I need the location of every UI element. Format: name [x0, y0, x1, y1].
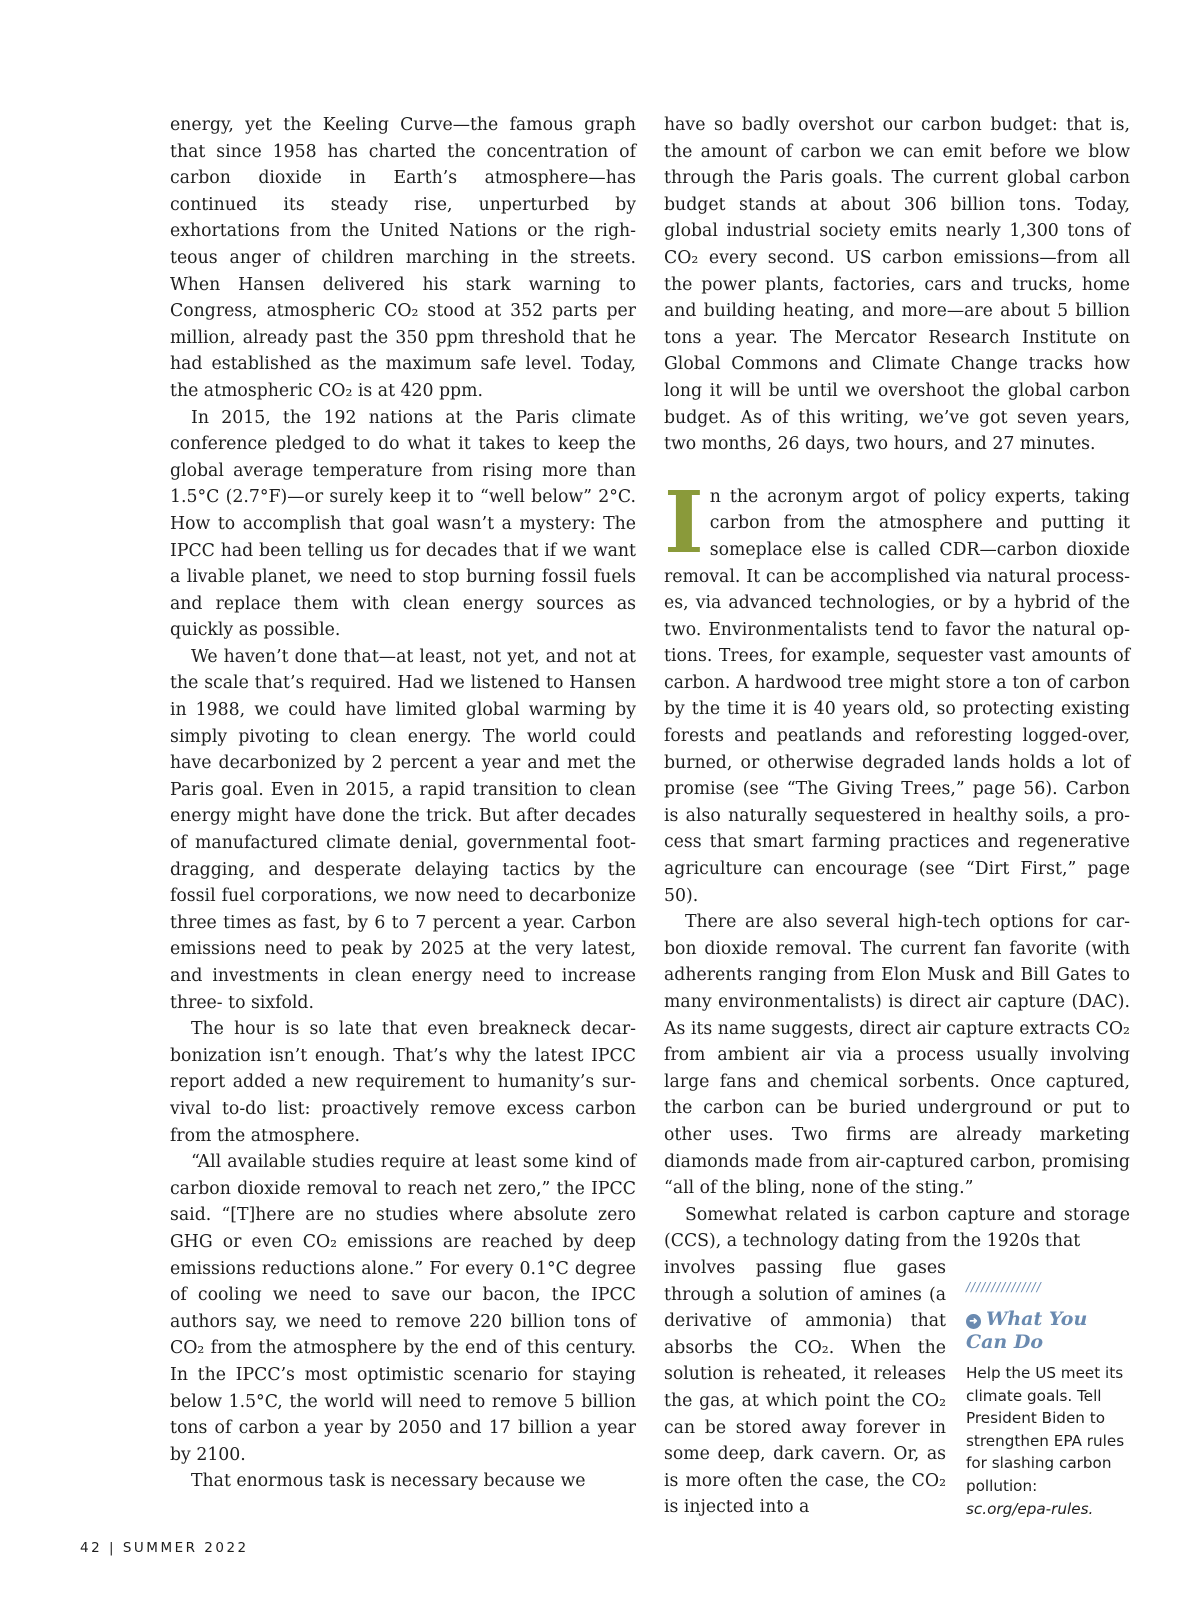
sidebar-title-text: What You Can Do: [966, 1308, 1088, 1353]
sidebar-body: [966, 1362, 1126, 1520]
body-paragraph: energy, yet the Keeling Curve—the famous graph that since 1958 has charted the concentration of carbon dioxide in Earth’s atmosphere—has continued its steady rise, unperturbed by exhortations from the United Nations or the righteous anger of children marching in the streets. When Hansen delivered his stark warning to Congress, atmospheric CO₂ stood at 352 parts per million, already past the 350 ppm threshold that he had established as the maximum safe level. Today, the atmospheric CO₂ is at 420 ppm.: [170, 115, 636, 401]
body-paragraph: We haven’t done that—at least, not yet, and not at the scale that’s required. Had we listened to Hansen in 1988, we could have limited global warming by simply pivoting to clean energy. The world could have decarbonized by 2 percent a year and met the Paris goal. Even in 2015, a rapid transition to clean energy might have done the trick. But after decades of manufactured climate denial, governmental foot-dragging, and desperate delaying tactics by the fossil fuel corporations, we now need to decarbonize three times as fast, by 6 to 7 percent a year. Carbon emissions need to peak by 2025 at the very latest, and investments in clean energy need to increase three- to sixfold.: [170, 646, 636, 1013]
what-you-can-do-sidebar: [966, 1280, 1126, 1520]
body-paragraph: “All available studies require at least some kind of carbon dioxide removal to reach net zero,” the IPCC said. “[T]here are no studies where absolute zero GHG or even CO₂ emissions are reached by deep emissions reductions alone.” For every 0.1°C degree of cooling we need to save our bacon, the IPCC authors say, we need to remove 220 billion tons of CO₂ from the atmosphere by the end of this century. In the IPCC’s most optimistic scenario for staying below 1.5°C, the world will need to remove 5 billion tons of carbon a year by 2050 and 17 billion a year by 2100.: [170, 1152, 636, 1465]
body-paragraph: have so badly overshot our carbon budget: that is, the amount of carbon we can emit before we blow through the Paris goals. The current global carbon budget stands at about 306 billion tons. Today, global industrial society emits nearly 1,300 tons of CO₂ every second. US carbon emissions—from all the power plants, factories, cars and trucks, home and building heating, and more—are about 5 billion tons a year. The Mercator Research Institute on Global Commons and Climate Change tracks how long it will be until we overshoot the global carbon budget. As of this writing, we’ve got seven years, two months, 26 days, two hours, and 27 minutes.: [664, 115, 1130, 455]
sidebar-title: [966, 1308, 1126, 1354]
sidebar-link[interactable]: sc.org/epa-rules.: [966, 1499, 1094, 1518]
drop-cap: I: [664, 472, 704, 573]
arrow-circle-icon: ➜: [966, 1314, 981, 1329]
body-paragraph: That enormous task is necessary because we: [191, 1471, 586, 1492]
left-column: [170, 112, 636, 1495]
sidebar-body-text: Help the US meet its climate goals. Tell President Biden to strengthen EPA rules for slashing carbon pollution:: [966, 1364, 1125, 1495]
dropcap-paragraph: [664, 472, 1130, 910]
page-number: 42: [80, 1540, 103, 1556]
body-paragraph: Somewhat related is carbon capture and storage (CCS), a technology dating from the 1920s that: [664, 1204, 1130, 1252]
body-paragraph: There are also several high-tech options for carbon dioxide removal. The current fan favorite (with adherents ranging from Elon Musk and Bill Gates to many environmentalists) is direct air capture (DAC). As its name suggests, direct air capture extracts CO₂ from ambient air via a process usually involving large fans and chemical sorbents. Once captured, the carbon can be buried underground or put to other uses. Two firms are already marketing diamonds made from air-captured carbon, promising “all of the bling, none of the sting.”: [664, 912, 1130, 1199]
body-paragraph-narrow: involves passing flue gases through a solution of amines (a derivative of ammonia) that absorbs the CO₂. When the solution is reheated, it releases the gas, at which point the CO₂ can be stored away forever in some deep, dark cavern. Or, as is more often the case, the CO₂ is injected into a: [664, 1257, 946, 1518]
dropcap-paragraph-text: n the acronym argot of policy experts, taking carbon from the atmosphere and putting it someplace else is called CDR—carbon dioxide removal. It can be accomplished via natural processes, via advanced technologies, or by a hybrid of the two. Environmentalists tend to favor the natural options. Trees, for example, sequester vast amounts of carbon. A hardwood tree might store a ton of carbon by the time it is 40 years old, so protecting existing forests and peatlands and reforesting logged-over, burned, or otherwise degraded lands holds a lot of promise (see “The Giving Trees,” page 56). Carbon is also naturally sequestered in healthy soils, a process that smart farming practices and regenerative agriculture can encourage (see “Dirt First,” page 50).: [664, 486, 1130, 906]
sidebar-rule: ///////////////: [966, 1280, 1042, 1294]
body-paragraph: The hour is so late that even breakneck decarbonization isn’t enough. That’s why the latest IPCC report added a new requirement to humanity’s survival to-do list: proactively remove excess carbon from the atmosphere.: [170, 1019, 636, 1146]
body-paragraph: In 2015, the 192 nations at the Paris climate conference pledged to do what it takes to keep the global average temperature from rising more than 1.5°C (2.7°F)—or surely keep it to “well below” 2°C. How to accomplish that goal wasn’t a mystery: The IPCC had been telling us for decades that if we want a livable planet, we need to stop burning fossil fuels and replace them with clean energy sources as quickly as possible.: [170, 407, 636, 641]
page-footer: [80, 1540, 249, 1556]
footer-separator: |: [108, 1540, 117, 1556]
issue-label: SUMMER 2022: [122, 1540, 249, 1556]
